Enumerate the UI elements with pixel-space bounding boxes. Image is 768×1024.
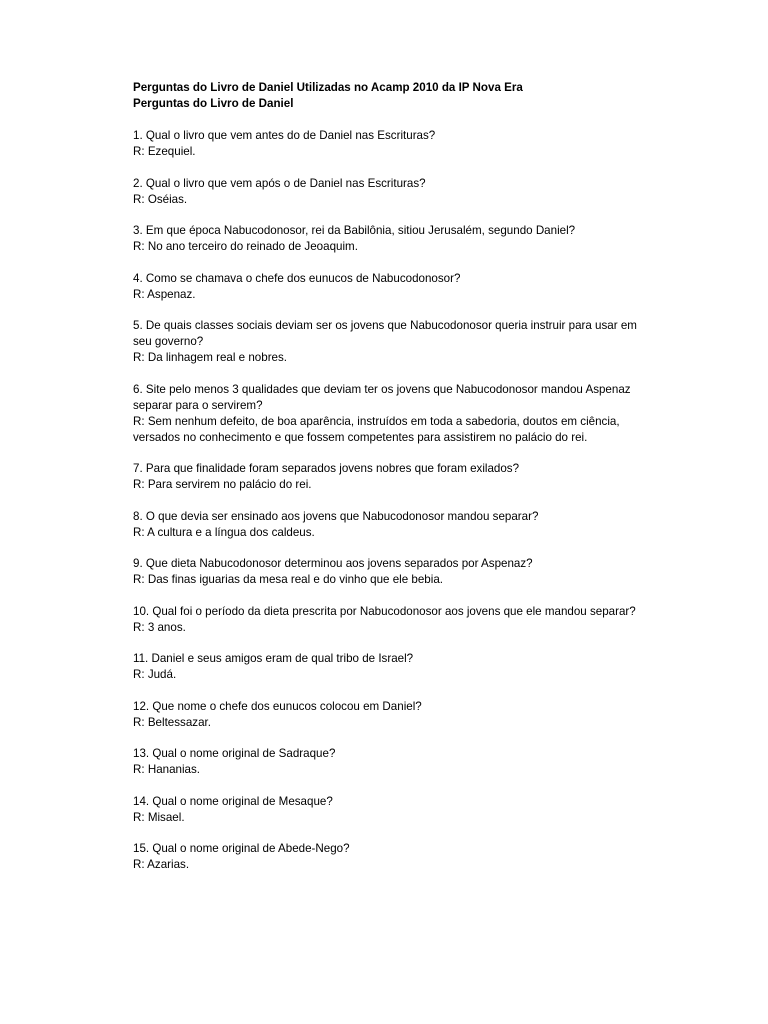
answer-text: R: Aspenaz. [133,287,196,301]
question-text: 9. Que dieta Nabucodonosor determinou aos jovens separados por Aspenaz? [133,557,533,570]
question-text: 13. Qual o nome original de Sadraque? [133,747,336,760]
qa-item-9 [133,556,638,588]
question-text: 2. Qual o livro que vem após o de Daniel nas Escrituras? [133,176,426,190]
question-text: 8. O que devia ser ensinado aos jovens que Nabucodonosor mandou separar? [133,509,539,523]
qa-item-8 [133,509,638,541]
question-text: 6. Site pelo menos 3 qualidades que deviam ter os jovens que Nabucodonosor mandou Aspenaz separar para o servirem? [133,382,631,412]
document-page [133,80,638,889]
question-text: 10. Qual foi o período da dieta prescrita por Nabucodonosor aos jovens que ele mandou separar? [133,604,636,618]
question-text: 11. Daniel e seus amigos eram de qual tribo de Israel? [133,652,414,665]
qa-item-10 [133,604,638,636]
question-text: 4. Como se chamava o chefe dos eunucos de Nabucodonosor? [133,271,461,285]
qa-item-6 [133,382,638,446]
answer-text: R: Das finas iguarias da mesa real e do vinho que ele bebia. [133,573,443,586]
document-subtitle: Perguntas do Livro de Daniel [133,97,294,110]
qa-item-13 [133,746,638,778]
answer-text: R: Da linhagem real e nobres. [133,351,288,364]
answer-text: R: No ano terceiro do reinado de Jeoaquim. [133,240,358,253]
qa-item-12 [133,699,638,731]
answer-text: R: Sem nenhum defeito, de boa aparência, instruídos em toda a sabedoria, doutos em ciência, versados no conhecimento e que fossem competentes para assistirem no palácio do rei. [133,414,620,444]
question-text: 1. Qual o livro que vem antes do de Daniel nas Escrituras? [133,129,436,142]
qa-item-14 [133,794,638,826]
qa-item-5 [133,318,638,366]
answer-text: R: Azarias. [133,858,190,871]
answer-text: R: Hananias. [133,763,201,776]
question-text: 3. Em que época Nabucodonosor, rei da Babilônia, sitiou Jerusalém, segundo Daniel? [133,224,576,237]
answer-text: R: Beltessazar. [133,715,211,729]
question-text: 7. Para que finalidade foram separados jovens nobres que foram exilados? [133,462,520,475]
question-text: 14. Qual o nome original de Mesaque? [133,794,333,808]
qa-item-15 [133,841,638,873]
answer-text: R: Judá. [133,668,177,681]
answer-text: R: 3 anos. [133,620,186,634]
qa-item-11 [133,651,638,683]
answer-text: R: Misael. [133,810,185,824]
answer-text: R: Para servirem no palácio do rei. [133,478,312,491]
qa-item-7 [133,461,638,493]
question-text: 5. De quais classes sociais deviam ser os jovens que Nabucodonosor queria instruir para usar em seu governo? [133,319,637,348]
qa-item-3 [133,223,638,255]
qa-item-4 [133,271,638,303]
qa-item-2 [133,176,638,208]
answer-text: R: Ezequiel. [133,145,196,158]
document-title: Perguntas do Livro de Daniel Utilizadas no Acamp 2010 da IP Nova Era [133,81,523,94]
question-text: 15. Qual o nome original de Abede-Nego? [133,842,350,855]
qa-item-1 [133,128,638,160]
question-text: 12. Que nome o chefe dos eunucos colocou em Daniel? [133,699,422,713]
answer-text: R: Oséias. [133,192,188,206]
answer-text: R: A cultura e a língua dos caldeus. [133,525,315,539]
document-heading [133,80,638,112]
